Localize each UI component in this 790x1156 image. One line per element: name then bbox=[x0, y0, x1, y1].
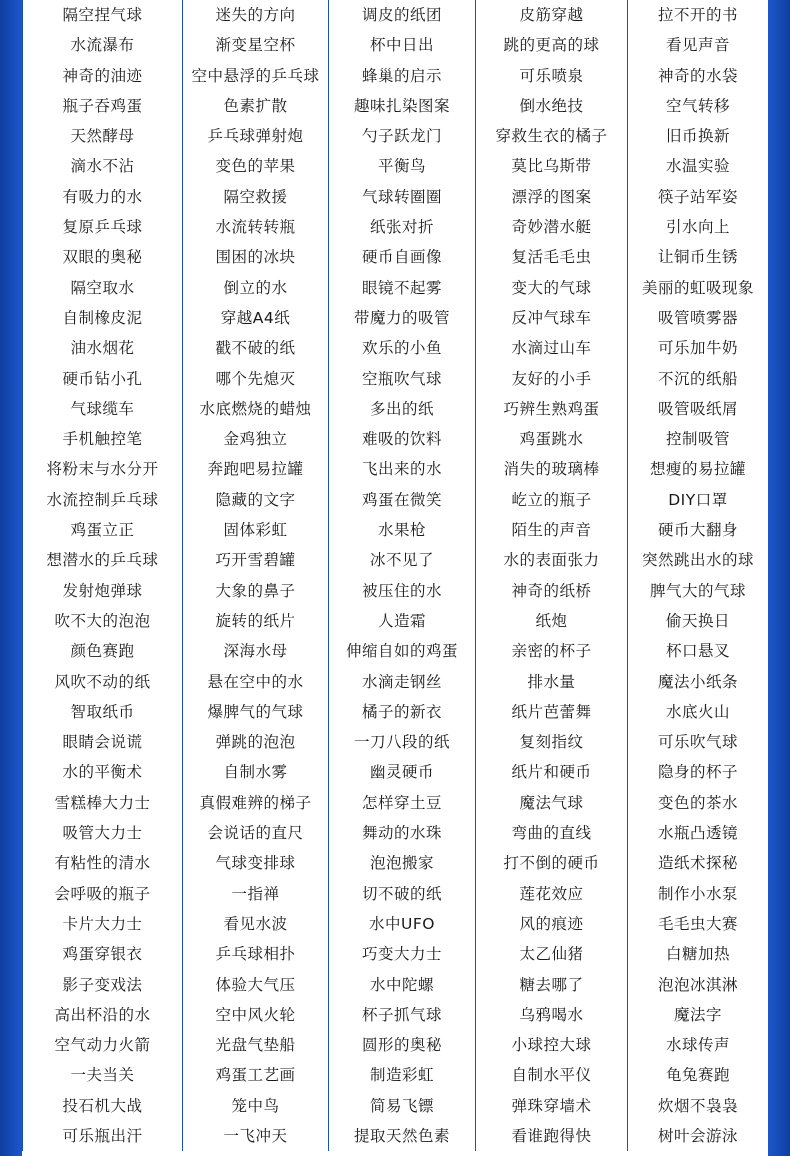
experiment-name-cell: 吸管大力士 bbox=[22, 818, 183, 848]
experiment-name-cell: 调皮的纸团 bbox=[329, 0, 476, 30]
experiment-name-cell: 硬币大翻身 bbox=[657, 521, 738, 540]
experiment-name-cell: 龟兔赛跑 bbox=[665, 1066, 730, 1085]
experiment-name-cell: 水滴走钢丝 bbox=[329, 667, 476, 697]
experiment-name-cell: 莫比乌斯带 bbox=[476, 151, 628, 181]
experiment-name-cell: 旧币换新 bbox=[665, 127, 730, 146]
experiment-name-cell: 飞出来的水 bbox=[329, 454, 476, 484]
experiment-name-cell: 树叶会游泳 bbox=[657, 1126, 738, 1145]
experiment-name-cell: 伸缩自如的鸡蛋 bbox=[329, 636, 476, 666]
experiment-name-cell: 想潜水的乒乓球 bbox=[22, 545, 183, 575]
experiment-name-cell: 风吹不动的纸 bbox=[22, 667, 183, 697]
experiment-name-cell: 真假难辨的梯子 bbox=[183, 788, 329, 818]
experiment-name-cell: 鸡蛋穿银衣 bbox=[22, 939, 183, 969]
experiment-name-cell: 圆形的奥秘 bbox=[329, 1030, 476, 1060]
experiment-name-cell: 平衡鸟 bbox=[329, 151, 476, 181]
experiment-name-cell: 奔跑吧易拉罐 bbox=[183, 454, 329, 484]
experiment-name-cell: 硬币自画像 bbox=[329, 242, 476, 272]
experiment-name-cell: 戳不破的纸 bbox=[183, 333, 329, 363]
experiment-name-cell: 雪糕棒大力士 bbox=[22, 788, 183, 818]
experiment-name-cell: 毛毛虫大赛 bbox=[657, 914, 738, 933]
experiment-name-cell: 有粘性的清水 bbox=[22, 848, 183, 878]
experiment-name-cell: 气球转圈圈 bbox=[329, 182, 476, 212]
experiment-name-cell: 怎样穿土豆 bbox=[329, 788, 476, 818]
experiment-name-cell: 笼中鸟 bbox=[183, 1091, 329, 1121]
experiment-name-cell: 爆脾气的气球 bbox=[183, 697, 329, 727]
experiment-name-cell: 魔法气球 bbox=[476, 788, 628, 818]
experiment-name-cell: 看见声音 bbox=[665, 36, 730, 55]
experiment-name-cell: 气球缆车 bbox=[22, 394, 183, 424]
experiment-name-cell: 乒乓球相扑 bbox=[183, 939, 329, 969]
experiment-name-cell: 可乐加牛奶 bbox=[657, 339, 738, 358]
experiment-name-cell: 纸片芭蕾舞 bbox=[476, 697, 628, 727]
experiment-name-cell: 油水烟花 bbox=[22, 333, 183, 363]
experiment-name-cell: 吸管吸纸屑 bbox=[657, 399, 738, 418]
experiment-name-cell: 变色的茶水 bbox=[657, 793, 738, 812]
experiment-name-cell: 一飞冲天 bbox=[183, 1121, 329, 1151]
experiment-name-cell: 巧辨生熟鸡蛋 bbox=[476, 394, 628, 424]
experiment-name-cell: 隐藏的文字 bbox=[183, 485, 329, 515]
experiment-name-cell: 简易飞镖 bbox=[329, 1091, 476, 1121]
experiment-name-cell: 水底燃烧的蜡烛 bbox=[183, 394, 329, 424]
experiment-name-cell: 投石机大战 bbox=[22, 1091, 183, 1121]
experiment-name-cell: 人造霜 bbox=[329, 606, 476, 636]
experiment-name-cell: 冰不见了 bbox=[329, 545, 476, 575]
experiment-name-cell: 筷子站军姿 bbox=[657, 187, 738, 206]
experiment-name-cell: 屹立的瓶子 bbox=[476, 485, 628, 515]
experiment-name-cell: 水中陀螺 bbox=[329, 970, 476, 1000]
experiment-name-cell: 穿越A4纸 bbox=[183, 303, 329, 333]
experiment-name-cell: 幽灵硬币 bbox=[329, 757, 476, 787]
experiment-name-cell: 吸管喷雾器 bbox=[657, 308, 738, 327]
experiment-name-cell: 炊烟不袅袅 bbox=[657, 1096, 738, 1115]
experiment-name-cell: 莲花效应 bbox=[476, 879, 628, 909]
experiment-name-cell: 水底火山 bbox=[665, 702, 730, 721]
experiment-name-cell: 偷天换日 bbox=[665, 611, 730, 630]
experiment-name-cell: 色素扩散 bbox=[183, 91, 329, 121]
experiment-name-cell: 金鸡独立 bbox=[183, 424, 329, 454]
experiment-name-cell: 水流控制乒乓球 bbox=[22, 485, 183, 515]
experiment-name-cell: 看谁跑得快 bbox=[476, 1121, 628, 1151]
experiment-name-cell: 倒立的水 bbox=[183, 273, 329, 303]
experiment-name-cell: 蜂巢的启示 bbox=[329, 61, 476, 91]
experiment-name-cell: 拉不开的书 bbox=[657, 6, 738, 24]
experiment-name-cell: 气球变排球 bbox=[183, 848, 329, 878]
experiment-name-cell: 水果枪 bbox=[329, 515, 476, 545]
experiment-name-cell: 神奇的油迹 bbox=[22, 61, 183, 91]
experiment-name-cell: 可乐喷泉 bbox=[476, 61, 628, 91]
experiment-name-cell: 想瘦的易拉罐 bbox=[649, 460, 746, 479]
experiment-name-cell: 高出杯沿的水 bbox=[22, 1000, 183, 1030]
experiment-name-cell: 魔法字 bbox=[673, 1005, 722, 1024]
experiment-name-cell: 奇妙潜水艇 bbox=[476, 212, 628, 242]
experiment-name-cell: 大象的鼻子 bbox=[183, 576, 329, 606]
experiment-name-cell: 让铜币生锈 bbox=[657, 248, 738, 267]
experiment-name-cell: 美丽的虹吸现象 bbox=[641, 278, 754, 297]
experiment-name-cell: 渐变星空杯 bbox=[183, 30, 329, 60]
experiment-name-cell: 颜色赛跑 bbox=[22, 636, 183, 666]
experiment-name-cell: 会呼吸的瓶子 bbox=[22, 879, 183, 909]
experiment-name-cell: 看见水波 bbox=[183, 909, 329, 939]
experiment-name-cell: 隔空取水 bbox=[22, 273, 183, 303]
experiment-name-cell: 太乙仙猪 bbox=[476, 939, 628, 969]
experiment-name-cell: 反冲气球车 bbox=[476, 303, 628, 333]
experiment-name-cell: 弹珠穿墙术 bbox=[476, 1091, 628, 1121]
experiment-name-cell: 糖去哪了 bbox=[476, 970, 628, 1000]
experiment-name-cell: 橘子的新衣 bbox=[329, 697, 476, 727]
experiment-table bbox=[22, 0, 768, 1156]
experiment-name-cell: 眼镜不起雾 bbox=[329, 273, 476, 303]
experiment-name-cell: 被压住的水 bbox=[329, 576, 476, 606]
experiment-name-cell: 风的痕迹 bbox=[476, 909, 628, 939]
experiment-name-cell: 一指禅 bbox=[183, 879, 329, 909]
experiment-name-cell: 水的平衡术 bbox=[22, 757, 183, 787]
experiment-name-cell: 神奇的水袋 bbox=[657, 66, 738, 85]
experiment-name-cell: 光盘气垫船 bbox=[183, 1030, 329, 1060]
experiment-name-cell: 旋转的纸片 bbox=[183, 606, 329, 636]
experiment-name-cell: 突然跳出水的球 bbox=[641, 551, 754, 570]
experiment-name-cell: 不沉的纸船 bbox=[657, 369, 738, 388]
experiment-name-cell: 天然酵母 bbox=[22, 121, 183, 151]
experiment-name-cell: 隔空救援 bbox=[183, 182, 329, 212]
experiment-name-cell: 手机触控笔 bbox=[22, 424, 183, 454]
experiment-name-cell: 哪个先熄灭 bbox=[183, 364, 329, 394]
experiment-name-cell: 体验大气压 bbox=[183, 970, 329, 1000]
experiment-name-cell: 泡泡搬家 bbox=[329, 848, 476, 878]
experiment-name-cell: 发射炮弹球 bbox=[22, 576, 183, 606]
experiment-name-cell: 空瓶吹气球 bbox=[329, 364, 476, 394]
experiment-name-cell: 纸张对折 bbox=[329, 212, 476, 242]
experiment-name-cell: 隐身的杯子 bbox=[657, 763, 738, 782]
experiment-name-cell: 水温实验 bbox=[665, 157, 730, 176]
experiment-name-cell: 跳的更高的球 bbox=[476, 30, 628, 60]
experiment-name-cell: DIY口罩 bbox=[668, 490, 728, 509]
experiment-name-cell: 有吸力的水 bbox=[22, 182, 183, 212]
experiment-name-cell: 穿救生衣的橘子 bbox=[476, 121, 628, 151]
experiment-name-cell: 巧变大力士 bbox=[329, 939, 476, 969]
experiment-name-cell: 一刀八段的纸 bbox=[329, 727, 476, 757]
experiment-name-cell: 带魔力的吸管 bbox=[329, 303, 476, 333]
experiment-name-cell: 排水量 bbox=[476, 667, 628, 697]
experiment-name-cell: 制作小水泵 bbox=[657, 884, 738, 903]
experiment-name-cell: 白糖加热 bbox=[665, 945, 730, 964]
experiment-name-cell: 多出的纸 bbox=[329, 394, 476, 424]
experiment-name-cell: 硬币钻小孔 bbox=[22, 364, 183, 394]
experiment-name-cell: 水的表面张力 bbox=[476, 545, 628, 575]
experiment-name-cell: 控制吸管 bbox=[665, 430, 730, 449]
experiment-name-cell: 乒乓球弹射炮 bbox=[183, 121, 329, 151]
experiment-name-cell: 会说话的直尺 bbox=[183, 818, 329, 848]
experiment-name-cell: 空中悬浮的乒乓球 bbox=[183, 61, 329, 91]
experiment-name-cell: 自制水雾 bbox=[183, 757, 329, 787]
experiment-name-cell: 吹不大的泡泡 bbox=[22, 606, 183, 636]
experiment-name-cell: 杯中日出 bbox=[329, 30, 476, 60]
experiment-name-cell: 复活毛毛虫 bbox=[476, 242, 628, 272]
experiment-name-cell: 舞动的水珠 bbox=[329, 818, 476, 848]
experiment-name-cell: 鸡蛋工艺画 bbox=[183, 1060, 329, 1090]
experiment-name-cell: 小球控大球 bbox=[476, 1030, 628, 1060]
experiment-name-cell: 弹跳的泡泡 bbox=[183, 727, 329, 757]
experiment-name-cell: 皮筋穿越 bbox=[476, 0, 628, 30]
experiment-name-cell: 水滴过山车 bbox=[476, 333, 628, 363]
experiment-name-cell: 迷失的方向 bbox=[183, 0, 329, 30]
experiment-name-cell: 变色的苹果 bbox=[183, 151, 329, 181]
experiment-name-cell: 复刻指纹 bbox=[476, 727, 628, 757]
experiment-name-cell: 引水向上 bbox=[665, 218, 730, 237]
experiment-name-cell: 一夫当关 bbox=[22, 1060, 183, 1090]
experiment-name-cell: 固体彩虹 bbox=[183, 515, 329, 545]
experiment-name-cell: 深海水母 bbox=[183, 636, 329, 666]
experiment-name-cell: 陌生的声音 bbox=[476, 515, 628, 545]
experiment-name-cell: 消失的玻璃棒 bbox=[476, 454, 628, 484]
experiment-name-cell: 可乐吹气球 bbox=[657, 733, 738, 752]
experiment-name-cell: 神奇的纸桥 bbox=[476, 576, 628, 606]
experiment-name-cell: 杯子抓气球 bbox=[329, 1000, 476, 1030]
experiment-name-cell: 脾气大的气球 bbox=[649, 581, 746, 600]
experiment-name-cell: 乌鸦喝水 bbox=[476, 1000, 628, 1030]
experiment-name-cell: 双眼的奥秘 bbox=[22, 242, 183, 272]
experiment-name-cell: 瓶子吞鸡蛋 bbox=[22, 91, 183, 121]
experiment-name-cell: 隔空捏气球 bbox=[22, 0, 183, 30]
experiment-name-cell: 漂浮的图案 bbox=[476, 182, 628, 212]
experiment-name-cell: 弯曲的直线 bbox=[476, 818, 628, 848]
experiment-name-cell: 复原乒乓球 bbox=[22, 212, 183, 242]
experiment-name-cell: 欢乐的小鱼 bbox=[329, 333, 476, 363]
experiment-name-cell: 制造彩虹 bbox=[329, 1060, 476, 1090]
experiment-name-cell: 水球传声 bbox=[665, 1036, 730, 1055]
experiment-name-cell: 悬在空中的水 bbox=[183, 667, 329, 697]
experiment-name-cell: 影子变戏法 bbox=[22, 970, 183, 1000]
experiment-name-cell: 切不破的纸 bbox=[329, 879, 476, 909]
experiment-name-cell: 围困的冰块 bbox=[183, 242, 329, 272]
experiment-name-cell: 纸炮 bbox=[476, 606, 628, 636]
experiment-grid bbox=[22, 0, 768, 1151]
experiment-name-cell: 杯口悬叉 bbox=[665, 642, 730, 661]
experiment-name-cell: 纸片和硬币 bbox=[476, 757, 628, 787]
experiment-name-cell: 倒水绝技 bbox=[476, 91, 628, 121]
experiment-name-cell: 自制橡皮泥 bbox=[22, 303, 183, 333]
experiment-name-cell: 变大的气球 bbox=[476, 273, 628, 303]
experiment-name-cell: 空气转移 bbox=[665, 96, 730, 115]
experiment-name-cell: 鸡蛋在微笑 bbox=[329, 485, 476, 515]
experiment-name-cell: 提取天然色素 bbox=[329, 1121, 476, 1151]
experiment-name-cell: 友好的小手 bbox=[476, 364, 628, 394]
experiment-name-cell: 卡片大力士 bbox=[22, 909, 183, 939]
experiment-name-cell: 亲密的杯子 bbox=[476, 636, 628, 666]
experiment-name-cell: 空中风火轮 bbox=[183, 1000, 329, 1030]
experiment-name-cell: 滴水不沾 bbox=[22, 151, 183, 181]
experiment-name-cell: 巧开雪碧罐 bbox=[183, 545, 329, 575]
experiment-name-cell: 自制水平仪 bbox=[476, 1060, 628, 1090]
experiment-name-cell: 空气动力火箭 bbox=[22, 1030, 183, 1060]
experiment-name-cell: 鸡蛋立正 bbox=[22, 515, 183, 545]
experiment-name-cell: 造纸术探秘 bbox=[657, 854, 738, 873]
experiment-name-cell: 难吸的饮料 bbox=[329, 424, 476, 454]
experiment-name-cell: 将粉末与水分开 bbox=[22, 454, 183, 484]
experiment-name-cell: 眼睛会说谎 bbox=[22, 727, 183, 757]
experiment-name-cell: 魔法小纸条 bbox=[657, 672, 738, 691]
experiment-name-cell: 打不倒的硬币 bbox=[476, 848, 628, 878]
experiment-name-cell: 智取纸币 bbox=[22, 697, 183, 727]
experiment-name-cell: 勺子跃龙门 bbox=[329, 121, 476, 151]
experiment-name-cell: 鸡蛋跳水 bbox=[476, 424, 628, 454]
experiment-name-cell: 水中UFO bbox=[329, 909, 476, 939]
experiment-name-cell: 水瓶凸透镜 bbox=[657, 824, 738, 843]
experiment-name-cell: 泡泡冰淇淋 bbox=[657, 975, 738, 994]
experiment-name-cell: 水流瀑布 bbox=[22, 30, 183, 60]
experiment-name-cell: 可乐瓶出汗 bbox=[22, 1121, 183, 1151]
experiment-name-cell: 水流转转瓶 bbox=[183, 212, 329, 242]
experiment-name-cell: 趣味扎染图案 bbox=[329, 91, 476, 121]
